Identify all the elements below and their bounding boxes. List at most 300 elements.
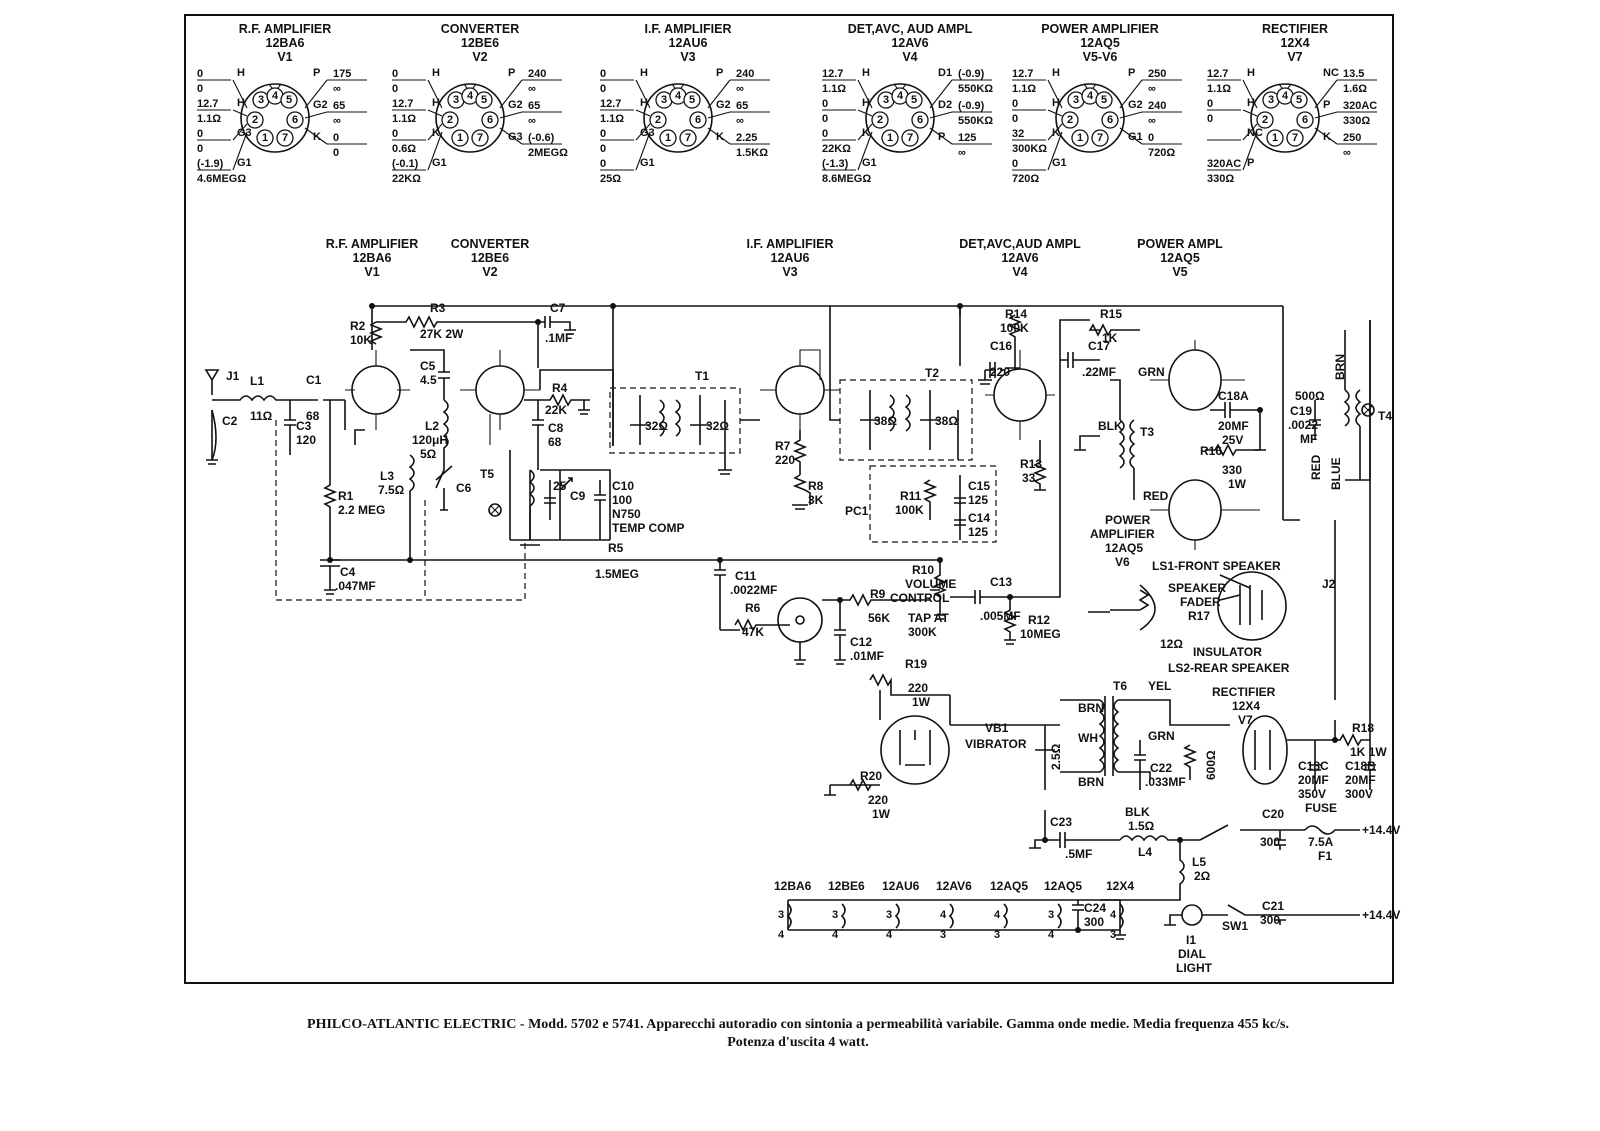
left-pin-name: G1 [1052, 157, 1067, 169]
label-l2-resistance: 5Ω [420, 447, 437, 461]
label-ls2: LS2-REAR SPEAKER [1168, 661, 1290, 675]
stage-ref: V3 [782, 265, 798, 279]
label-c16-value: 220 [990, 365, 1011, 379]
label-t2-primary: 38Ω [874, 414, 897, 428]
right-pin-name: G2 [508, 99, 523, 111]
label-r6: R6 [745, 601, 761, 615]
label-c10: C10 [612, 479, 635, 493]
pinout-ref: V1 [277, 50, 293, 64]
label-r9-value: 56K [868, 611, 891, 625]
left-pin-name: H [862, 67, 870, 79]
left-resistance: 8.6MEGΩ [822, 173, 872, 185]
label-l1-value: 11Ω [250, 409, 273, 423]
label-c18b-voltage: 300V [1345, 787, 1374, 801]
right-voltage: 250 [1343, 132, 1362, 144]
label-c2: C2 [222, 414, 238, 428]
label-c18b: C18B [1345, 759, 1376, 773]
right-pin-name: P [313, 67, 321, 79]
left-resistance: 0 [1012, 113, 1019, 125]
pinout-ref: V5-V6 [1082, 50, 1118, 64]
right-resistance: 1.6Ω [1343, 83, 1368, 95]
stage-ref: V1 [364, 265, 380, 279]
heater-pin-top: 4 [1110, 909, 1117, 921]
label-sw1: SW1 [1222, 919, 1249, 933]
label-t6-brn-bottom: BRN [1078, 775, 1104, 789]
left-resistance: 22KΩ [822, 143, 851, 155]
pin-number: 2 [1066, 114, 1074, 126]
right-voltage: 250 [1148, 68, 1167, 80]
right-pin-name: NC [1323, 67, 1339, 79]
label-r10-tap: TAP AT [908, 611, 949, 625]
label-dial: DIAL [1178, 947, 1206, 961]
label-blk: BLK [1125, 805, 1150, 819]
pinout-type: 12X4 [1280, 36, 1310, 50]
stage-title: I.F. AMPLIFIER [746, 237, 834, 251]
label-c11: C11 [735, 569, 757, 583]
label-c17-value: .22MF [1082, 365, 1117, 379]
label-c18a: C18A [1218, 389, 1249, 403]
label-r15: R15 [1100, 307, 1123, 321]
label-t4-500: 500Ω [1295, 389, 1325, 403]
left-pin-name: G1 [432, 157, 447, 169]
lead-line [1243, 110, 1257, 116]
label-r8-value: 3K [808, 493, 824, 507]
label-fuse: FUSE [1305, 801, 1338, 815]
pin-number: 5 [1295, 94, 1303, 106]
left-voltage: 12.7 [1207, 68, 1229, 80]
stage-ref: V4 [1012, 265, 1028, 279]
label-c5-value: 4.5 [420, 373, 437, 387]
right-voltage: 65 [736, 100, 749, 112]
left-resistance: 4.6MEGΩ [197, 173, 247, 185]
lead-line [858, 110, 872, 116]
left-resistance: 1.1Ω [392, 113, 417, 125]
label-vb1: VB1 [985, 721, 1009, 735]
label-ls1: LS1-FRONT SPEAKER [1152, 559, 1281, 573]
right-resistance: ∞ [958, 147, 966, 159]
right-pin-name: K [716, 131, 724, 143]
left-voltage: 0 [600, 128, 607, 140]
left-voltage: (-0.1) [392, 158, 419, 170]
left-resistance: 0.6Ω [392, 143, 417, 155]
label-c10-value: 100 [612, 493, 633, 507]
pin-number: 3 [257, 94, 265, 106]
right-pin-name: P [508, 67, 516, 79]
pin-number: 5 [910, 94, 918, 106]
pin-number: 2 [1261, 114, 1269, 126]
left-voltage: 12.7 [392, 98, 414, 110]
left-voltage: 0 [197, 128, 204, 140]
tube-pinout-v2 [392, 22, 568, 185]
left-resistance: 720Ω [1012, 173, 1040, 185]
label-t4-brn: BRN [1333, 354, 1347, 380]
heater-pin-bottom: 3 [940, 929, 947, 941]
label-c18c-value: 20MF [1298, 773, 1329, 787]
heater-pin-top: 3 [832, 909, 839, 921]
right-pin-name: P [1128, 67, 1136, 79]
right-voltage: 125 [958, 132, 977, 144]
label-r18: R18 [1352, 721, 1375, 735]
label-c18a-value: 20MF [1218, 419, 1249, 433]
pin-number: 4 [1086, 90, 1094, 102]
label-c4-value: .047MF [335, 579, 376, 593]
lead-line [428, 110, 442, 116]
label-t1: T1 [695, 369, 710, 383]
label-r10-value: 300K [908, 625, 937, 639]
label-r20-watt: 1W [872, 807, 890, 821]
stage-title: CONVERTER [450, 237, 530, 251]
label-l4-resistance: 1.5Ω [1128, 819, 1155, 833]
label-t1-secondary: 32Ω [706, 419, 729, 433]
left-voltage: (-1.3) [822, 158, 849, 170]
label-r14-value: 100K [1000, 321, 1029, 335]
label-r4: R4 [552, 381, 568, 395]
label-c22-value: .033MF [1145, 775, 1186, 789]
heater-pin-top: 4 [994, 909, 1001, 921]
left-pin-name: H [640, 97, 648, 109]
left-voltage: 0 [1207, 98, 1214, 110]
label-c21-value: 300 [1260, 913, 1281, 927]
pinout-title: RECTIFIER [1262, 22, 1328, 36]
component-labels [222, 301, 1400, 975]
label-r2-value: 10K [350, 333, 373, 347]
pin-number: 3 [1267, 94, 1275, 106]
pinout-type: 12AU6 [668, 36, 708, 50]
right-resistance: ∞ [1148, 83, 1156, 95]
pin-number: 7 [684, 132, 692, 144]
right-voltage: 2.25 [736, 132, 758, 144]
label-c17: C17 [1088, 339, 1111, 353]
left-resistance: 22KΩ [392, 173, 421, 185]
label-c24: C24 [1084, 901, 1107, 915]
stage-type: 12AU6 [770, 251, 810, 265]
right-voltage: 320AC [1343, 100, 1378, 112]
left-resistance: 1.1Ω [1207, 83, 1232, 95]
pin-number: 4 [674, 90, 682, 102]
label-r2: R2 [350, 319, 366, 333]
heater-pin-bottom: 3 [1110, 929, 1117, 941]
heater-tube-label: 12BA6 [774, 879, 812, 893]
label-rectifier: RECTIFIER [1212, 685, 1276, 699]
label-c3: C3 [296, 419, 312, 433]
label-r1: R1 [338, 489, 354, 503]
pin-number: 1 [456, 132, 464, 144]
pin-number: 1 [261, 132, 269, 144]
heater-pin-top: 3 [1048, 909, 1055, 921]
label-t4-red: RED [1309, 454, 1323, 480]
lead-line [1048, 110, 1062, 116]
pin-number: 3 [1072, 94, 1080, 106]
right-resistance: 330Ω [1343, 115, 1371, 127]
pinout-title: DET,AVC, AUD AMPL [847, 22, 973, 36]
lead-line [636, 110, 650, 116]
right-pin-name: G2 [313, 99, 328, 111]
right-pin-name: G1 [1128, 131, 1143, 143]
stage-header-v3 [746, 237, 833, 279]
label-c15-value: 125 [968, 493, 989, 507]
label-c21: C21 [1262, 899, 1285, 913]
pin-number: 7 [1291, 132, 1299, 144]
left-pin-name: K [432, 127, 440, 139]
left-voltage: 0 [392, 68, 399, 80]
label-t6: T6 [1113, 679, 1128, 693]
label-c23: C23 [1050, 815, 1073, 829]
right-resistance: ∞ [333, 115, 341, 127]
left-voltage: 0 [600, 158, 607, 170]
label-l2-value: 120μH [412, 433, 449, 447]
right-pin-name: D1 [938, 67, 953, 79]
left-voltage: 0 [392, 128, 399, 140]
label-j1: J1 [226, 369, 240, 383]
pin-number: 6 [1301, 114, 1309, 126]
right-pin-name: G2 [716, 99, 731, 111]
pin-number: 5 [285, 94, 293, 106]
label-r7-value: 220 [775, 453, 796, 467]
pin-number: 6 [486, 114, 494, 126]
pinout-ref: V3 [680, 50, 696, 64]
label-r10-control: CONTROL [890, 591, 950, 605]
label-c18c: C18C [1298, 759, 1329, 773]
label-c5: C5 [420, 359, 436, 373]
label-r10-volume: VOLUME [905, 577, 957, 591]
label-light: LIGHT [1176, 961, 1212, 975]
label-c12: C12 [850, 635, 873, 649]
heater-12ba6 [774, 879, 812, 941]
left-voltage: 32 [1012, 128, 1025, 140]
right-voltage: 65 [528, 100, 541, 112]
pinout-ref: V4 [902, 50, 918, 64]
label-c12-value: .01MF [850, 649, 885, 663]
pin-number: 1 [664, 132, 672, 144]
pinout-type: 12BA6 [265, 36, 305, 50]
right-voltage: (-0.6) [528, 132, 555, 144]
left-pin-name: G1 [640, 157, 655, 169]
stage-type: 12BE6 [470, 251, 510, 265]
left-resistance: 0 [197, 143, 204, 155]
label-600-ohm: 600Ω [1204, 750, 1218, 780]
stage-header-v4 [959, 237, 1081, 279]
label-rectifier-type: 12X4 [1232, 699, 1261, 713]
label-c22: C22 [1150, 761, 1173, 775]
pin-number: 4 [271, 90, 279, 102]
pin-number: 7 [906, 132, 914, 144]
label-fader-line1: SPEAKER [1168, 581, 1227, 595]
heater-filament [896, 904, 899, 928]
left-pin-name: G3 [640, 127, 655, 139]
label-t6-wh: WH [1078, 731, 1098, 745]
right-resistance: ∞ [528, 115, 536, 127]
label-t1-primary: 32Ω [645, 419, 668, 433]
left-voltage: 12.7 [822, 68, 844, 80]
label-c11-value: .0022MF [730, 583, 778, 597]
right-voltage: 240 [528, 68, 547, 80]
left-voltage: 0 [822, 98, 829, 110]
label-t6-brn-top: BRN [1078, 701, 1104, 715]
label-c23-value: .5MF [1065, 847, 1093, 861]
label-r19: R19 [905, 657, 928, 671]
label-c1: C1 [306, 373, 322, 387]
pin-number: 1 [1076, 132, 1084, 144]
stage-title: POWER AMPL [1137, 237, 1223, 251]
left-voltage: 0 [197, 68, 204, 80]
right-resistance: 1.5KΩ [736, 147, 769, 159]
label-c24-value: 300 [1084, 915, 1105, 929]
right-voltage: 0 [1148, 132, 1155, 144]
heater-pin-top: 3 [886, 909, 893, 921]
label-c13-value: .005MF [980, 609, 1021, 623]
pin-number: 2 [446, 114, 454, 126]
right-pin-name: D2 [938, 99, 953, 111]
caption-line-1: PHILCO-ATLANTIC ELECTRIC - Modd. 5702 e 5741. Apparecchi autoradio con sintonia a permeabilità variabile. Gamma onde medie. Media frequenza 455 kc/s. [307, 1017, 1289, 1032]
label-t2: T2 [925, 366, 940, 380]
pin-number: 2 [876, 114, 884, 126]
label-c4: C4 [340, 565, 356, 579]
heater-12av6 [936, 879, 972, 941]
pin-number: 5 [480, 94, 488, 106]
right-voltage: (-0.9) [958, 68, 985, 80]
stage-type: 12AV6 [1001, 251, 1039, 265]
label-r13: R13 [1020, 457, 1043, 471]
pin-number: 4 [896, 90, 904, 102]
right-pin-name: G2 [1128, 99, 1143, 111]
label-t4-blue: BLUE [1329, 457, 1343, 490]
left-pin-name: H [1052, 67, 1060, 79]
label-r4-value: 22K [545, 403, 568, 417]
label-r11: R11 [900, 489, 922, 503]
label-c20-value: 300 [1260, 835, 1281, 849]
pin-number: 3 [882, 94, 890, 106]
label-r20-value: 220 [868, 793, 889, 807]
left-voltage: 12.7 [600, 98, 622, 110]
label-c14: C14 [968, 511, 991, 525]
left-resistance: 1.1Ω [822, 83, 847, 95]
stage-header-v5 [1137, 237, 1223, 279]
right-pin-name: G3 [508, 131, 523, 143]
label-r19-value: 220 [908, 681, 929, 695]
label-c18a-voltage: 25V [1222, 433, 1244, 447]
label-c3-value: 120 [296, 433, 317, 447]
left-voltage: 0 [600, 68, 607, 80]
stage-header-v2 [451, 237, 529, 279]
left-resistance: 0 [600, 83, 607, 95]
label-c15: C15 [968, 479, 991, 493]
stage-type: 12BA6 [352, 251, 392, 265]
label-r19-watt: 1W [912, 695, 930, 709]
right-resistance: ∞ [333, 83, 341, 95]
label-r1-value: 2.2 MEG [338, 503, 386, 517]
left-resistance: 0 [197, 83, 204, 95]
label-r16: R16 [1200, 444, 1223, 458]
left-voltage: 0 [822, 128, 829, 140]
left-pin-name: H [237, 97, 245, 109]
left-pin-name: G1 [862, 157, 877, 169]
pin-number: 6 [694, 114, 702, 126]
pin-number: 1 [886, 132, 894, 144]
left-pin-name: H [432, 97, 440, 109]
label-t3: T3 [1140, 425, 1155, 439]
left-pin-name: H [862, 97, 870, 109]
stage-type: 12AQ5 [1160, 251, 1200, 265]
label-r17: R17 [1188, 609, 1211, 623]
tube-pinout-v4 [822, 22, 993, 185]
label-t6-grn: GRN [1148, 729, 1175, 743]
stage-ref: V2 [482, 265, 498, 279]
label-c7: C7 [550, 301, 566, 315]
caption [178, 1016, 1418, 1052]
tube-pinout-v3 [600, 22, 770, 185]
left-resistance: 1.1Ω [600, 113, 625, 125]
pin-number: 7 [1096, 132, 1104, 144]
right-voltage: 0 [333, 132, 340, 144]
heater-12be6 [828, 879, 865, 941]
right-resistance: 0 [333, 147, 340, 159]
heater-filament [1004, 904, 1007, 928]
left-voltage: 12.7 [197, 98, 219, 110]
label-r12-value: 10MEG [1020, 627, 1061, 641]
heater-tube-label: 12AV6 [936, 879, 972, 893]
left-resistance: 0 [822, 113, 829, 125]
heater-12aq5 [990, 879, 1028, 941]
tube-pinout-v1 [197, 22, 367, 185]
label-c7-value: .1MF [545, 331, 573, 345]
left-voltage: 0 [1012, 98, 1019, 110]
right-resistance: ∞ [736, 83, 744, 95]
heater-pin-bottom: 4 [1048, 929, 1055, 941]
pinout-title: CONVERTER [440, 22, 520, 36]
left-resistance: 300KΩ [1012, 143, 1048, 155]
label-t5: T5 [480, 467, 495, 481]
label-c19-unit: MF [1300, 432, 1318, 446]
label-fader-line2: FADER [1180, 595, 1221, 609]
heater-pin-bottom: 3 [994, 929, 1001, 941]
label-r15-value: 1K [1102, 331, 1118, 345]
right-pin-name: P [938, 131, 946, 143]
right-resistance: 720Ω [1148, 147, 1176, 159]
pin-number: 4 [466, 90, 474, 102]
label-r20: R20 [860, 769, 883, 783]
label-c19: C19 [1290, 404, 1313, 418]
label-power-amp-line3: 12AQ5 [1105, 541, 1144, 555]
stage-title: DET,AVC,AUD AMPL [959, 237, 1081, 251]
pinout-title: I.F. AMPLIFIER [644, 22, 732, 36]
lead-line [233, 110, 247, 116]
left-pin-name: K [1052, 127, 1060, 139]
stage-headers [326, 237, 1223, 279]
label-l3-value: 7.5Ω [378, 483, 405, 497]
right-resistance: ∞ [736, 115, 744, 127]
label-r3: R3 [430, 301, 446, 315]
right-voltage: 13.5 [1343, 68, 1365, 80]
label-c19-value: .0022 [1288, 418, 1319, 432]
label-c18c-voltage: 350V [1298, 787, 1327, 801]
label-l1: L1 [250, 374, 265, 388]
label-r16-value: 330 [1222, 463, 1243, 477]
right-voltage: 240 [1148, 100, 1167, 112]
left-pin-name: H [432, 67, 440, 79]
heater-tube-label: 12AQ5 [1044, 879, 1083, 893]
heater-filament [1058, 904, 1061, 928]
heater-filament [842, 904, 845, 928]
label-c10-comp: TEMP COMP [612, 521, 685, 535]
left-resistance: 1.1Ω [197, 113, 222, 125]
stage-header-v1 [326, 237, 419, 279]
right-pin-name: K [313, 131, 321, 143]
pin-number: 6 [291, 114, 299, 126]
label-c8: C8 [548, 421, 564, 435]
label-r14: R14 [1005, 307, 1028, 321]
heater-pin-bottom: 4 [832, 929, 839, 941]
heater-filament [950, 904, 953, 928]
